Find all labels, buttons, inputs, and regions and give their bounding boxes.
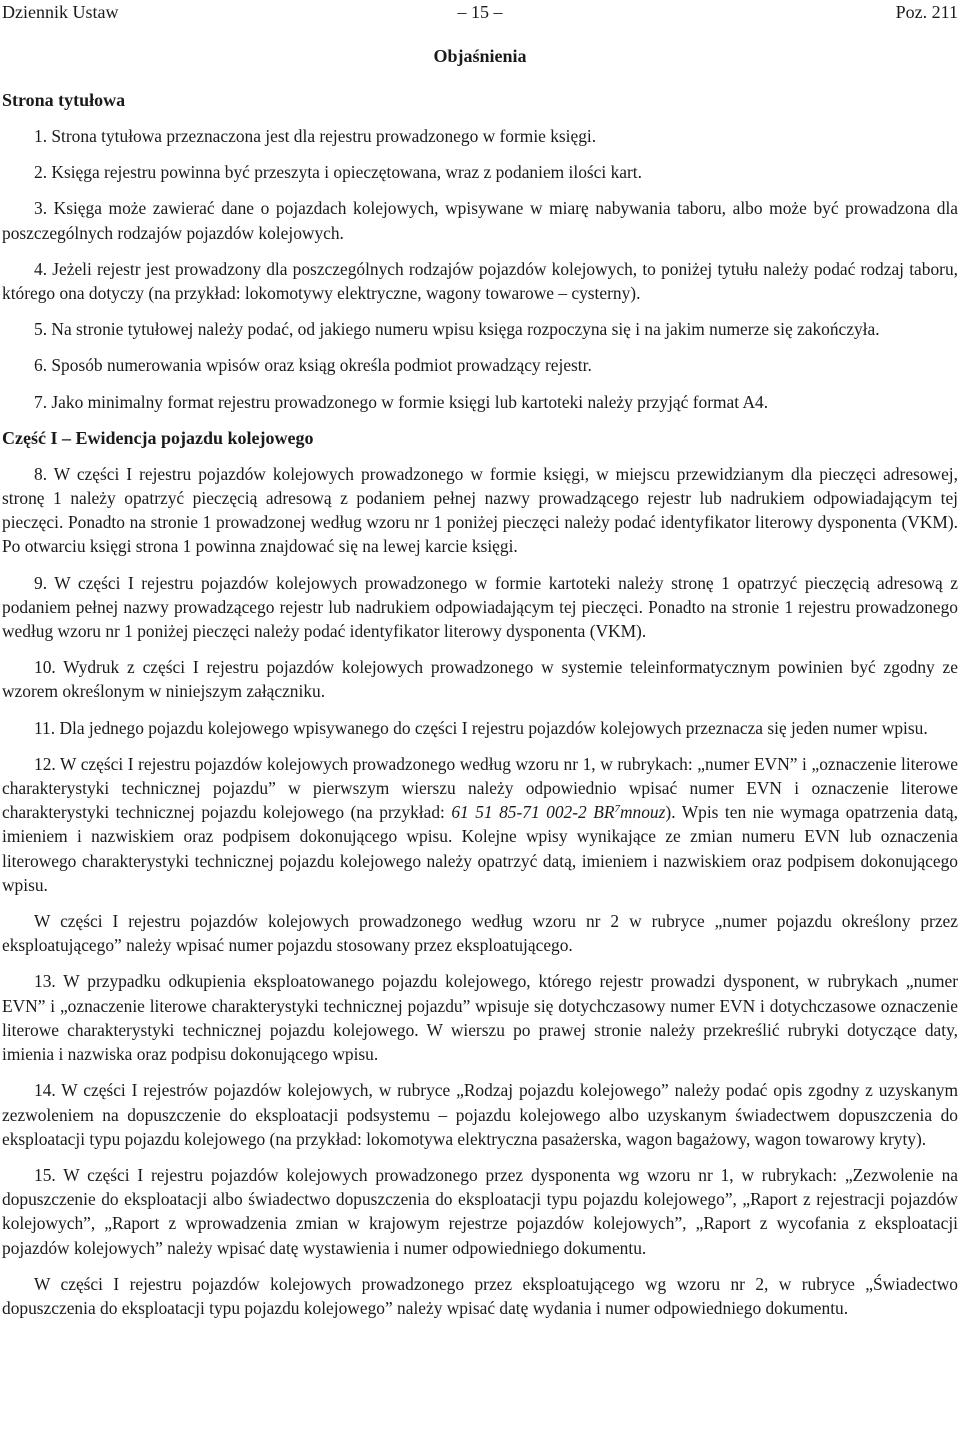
paragraph-6: 6. Sposób numerowania wpisów oraz ksiąg określa podmiot prowadzący rejestr. [34,355,592,376]
document-body [2,44,958,1332]
paragraph-12 [2,752,958,897]
paragraph-2: 2. Księga rejestru powinna być przeszyta i opieczętowana, wraz z podaniem ilości kart. [34,162,642,183]
paragraph-11: 11. Dla jednego pojazdu kolejowego wpisywanego do części I rejestru pojazdów kolejowych przeznacza się jeden numer wpisu. [34,717,928,738]
paragraph-5: 5. Na stronie tytułowej należy podać, od jakiego numeru wpisu księga rozpoczyna się i na jakim numerze się zakończyła. [34,319,880,340]
paragraph-13: 13. W przypadku odkupienia eksploatowanego pojazdu kolejowego, którego rejestr prowadzi dysponent, w rubrykach „numer EVN” i „oznaczenie literowe charakterystyki technicznej pojazdu” wpisuje się dotychczasowy numer EVN i dotychczasowe oznaczenie literowe charakterystyki technicznej pojazdu kolejowego. W wierszu po prawej stronie należy przekreślić rubryki dotyczące daty, imienia i nazwiska oraz podpisu dokonującego wpisu. [2,971,958,1065]
paragraph-3: 3. Księga może zawierać dane o pojazdach kolejowych, wpisywane w miarę nabywania taboru, albo może być prowadzona dla poszczególnych rodzajów pojazdów kolejowych. [2,198,958,243]
paragraph-7: 7. Jako minimalny format rejestru prowadzonego w formie księgi lub kartoteki należy przyjąć format A4. [34,391,769,412]
page-header [0,2,960,26]
paragraph-12-text-b: ). Wpis ten nie wymaga opatrzenia datą, imieniem i nazwiskiem oraz podpisem dokonującego wpisu. Kolejne wpisy wynikające ze zmian numeru EVN lub oznaczenia literowego charakterystyki technicznej pojazdu kolejowego należy opatrzyć datą, imieniem i nazwiskiem oraz podpisem dokonującego wpisu. [2,802,958,895]
paragraph-9: 9. W części I rejestru pojazdów kolejowych prowadzonego w formie kartoteki należy stronę 1 opatrzyć pieczęcią adresową z podaniem pełnej nazwy prowadzącego rejestr lub nadrukiem odpowiadającym tej pieczęci. Ponadto na stronie 1 rejestru prowadzonego według wzoru nr 1 poniżej pieczęci należy podać identyfikator literowy dysponenta (VKM). [2,572,958,642]
paragraph-15-continued: W części I rejestru pojazdów kolejowych prowadzonego przez eksploatującego wg wzoru nr 2, w rubryce „Świadectwo dopuszczenia do eksploatacji typu pojazdu kolejowego” należy wpisać datę wydania i numer odpowiedniego dokumentu. [2,1273,958,1318]
paragraph-12-example-superscript: 7 [614,803,620,816]
journal-name: Dziennik Ustaw [2,2,119,22]
paragraph-12-text-a: 12. W części I rejestru pojazdów kolejowych prowadzonego według wzoru nr 1, w rubrykach: „numer EVN” i „oznaczenie literowe charakterystyki technicznej pojazdu” w pierwszym wierszu należy odpowiednio wpisać numer EVN i oznaczenie literowe charakterystyki technicznej pojazdu kolejowego (na przykład: [2,753,958,823]
paragraph-1: 1. Strona tytułowa przeznaczona jest dla rejestru prowadzonego w formie księgi. [34,126,597,146]
position-number: Poz. 211 [895,2,958,22]
section-heading-title-page: Strona tytułowa [2,90,126,110]
paragraph-12-example-tail: mnouz [619,802,666,823]
page-number: – 15 – [457,2,503,22]
paragraph-4: 4. Jeżeli rejestr jest prowadzony dla poszczególnych rodzajów pojazdów kolejowych, to poniżej tytułu należy podać rodzaj taboru, którego ona dotyczy (na przykład: lokomotywy elektryczne, wagony towarowe – cysterny). [2,258,958,304]
paragraph-14: 14. W części I rejestrów pojazdów kolejowych, w rubryce „Rodzaj pojazdu kolejowego” należy podać opis zgodny z uzyskanym zezwoleniem na dopuszczenie do eksploatacji podsystemu – pojazdu kolejowego albo uzyskanym świadectwem dopuszczenia do eksploatacji typu pojazdu kolejowego (na przykład: lokomotywa elektryczna pasażerska, wagon bagażowy, wagon towarowy kryty). [2,1080,958,1149]
paragraph-10: 10. Wydruk z części I rejestru pojazdów kolejowych prowadzonego w systemie teleinformatycznym powinien być zgodny ze wzorem określonym w niniejszym załączniku. [2,657,958,702]
paragraph-8: 8. W części I rejestru pojazdów kolejowych prowadzonego w formie księgi, w miejscu przewidzianym dla pieczęci adresowej, stronę 1 należy opatrzyć pieczęcią adresową z podaniem pełnej nazwy prowadzącego rejestr lub nadrukiem odpowiadającym tej pieczęci. Ponadto na stronie 1 prowadzonej według wzoru nr 1 poniżej pieczęci należy podać identyfikator literowy dysponenta (VKM). Po otwarciu księgi strona 1 powinna znajdować się na lewej karcie księgi. [2,463,958,557]
paragraph-12-example [451,802,665,822]
document-title: Objaśnienia [433,46,527,66]
paragraph-12-example-main: 61 51 85-71 002-2 BR [451,802,615,823]
paragraph-12-continued: W części I rejestru pojazdów kolejowych prowadzonego według wzoru nr 2 w rubryce „numer pojazdu określony przez eksploatującego” należy wpisać numer pojazdu stosowany przez eksploatującego. [2,911,958,956]
paragraph-15: 15. W części I rejestru pojazdów kolejowych prowadzonego przez dysponenta wg wzoru nr 1, w rubrykach: „Zezwolenie na dopuszczenie do eksploatacji albo świadectwo dopuszczenia do eksploatacji typu pojazdu kolejowego”, „Raport z rejestracji pojazdów kolejowych”, „Raport z wprowadzenia zmian w krajowym rejestrze pojazdów kolejowych”, „Raport z wycofania z eksploatacji pojazdów kolejowych” należy wpisać datę wystawienia i numer odpowiedniego dokumentu. [2,1164,958,1258]
section-heading-part-1: Część I – Ewidencja pojazdu kolejowego [2,427,314,448]
